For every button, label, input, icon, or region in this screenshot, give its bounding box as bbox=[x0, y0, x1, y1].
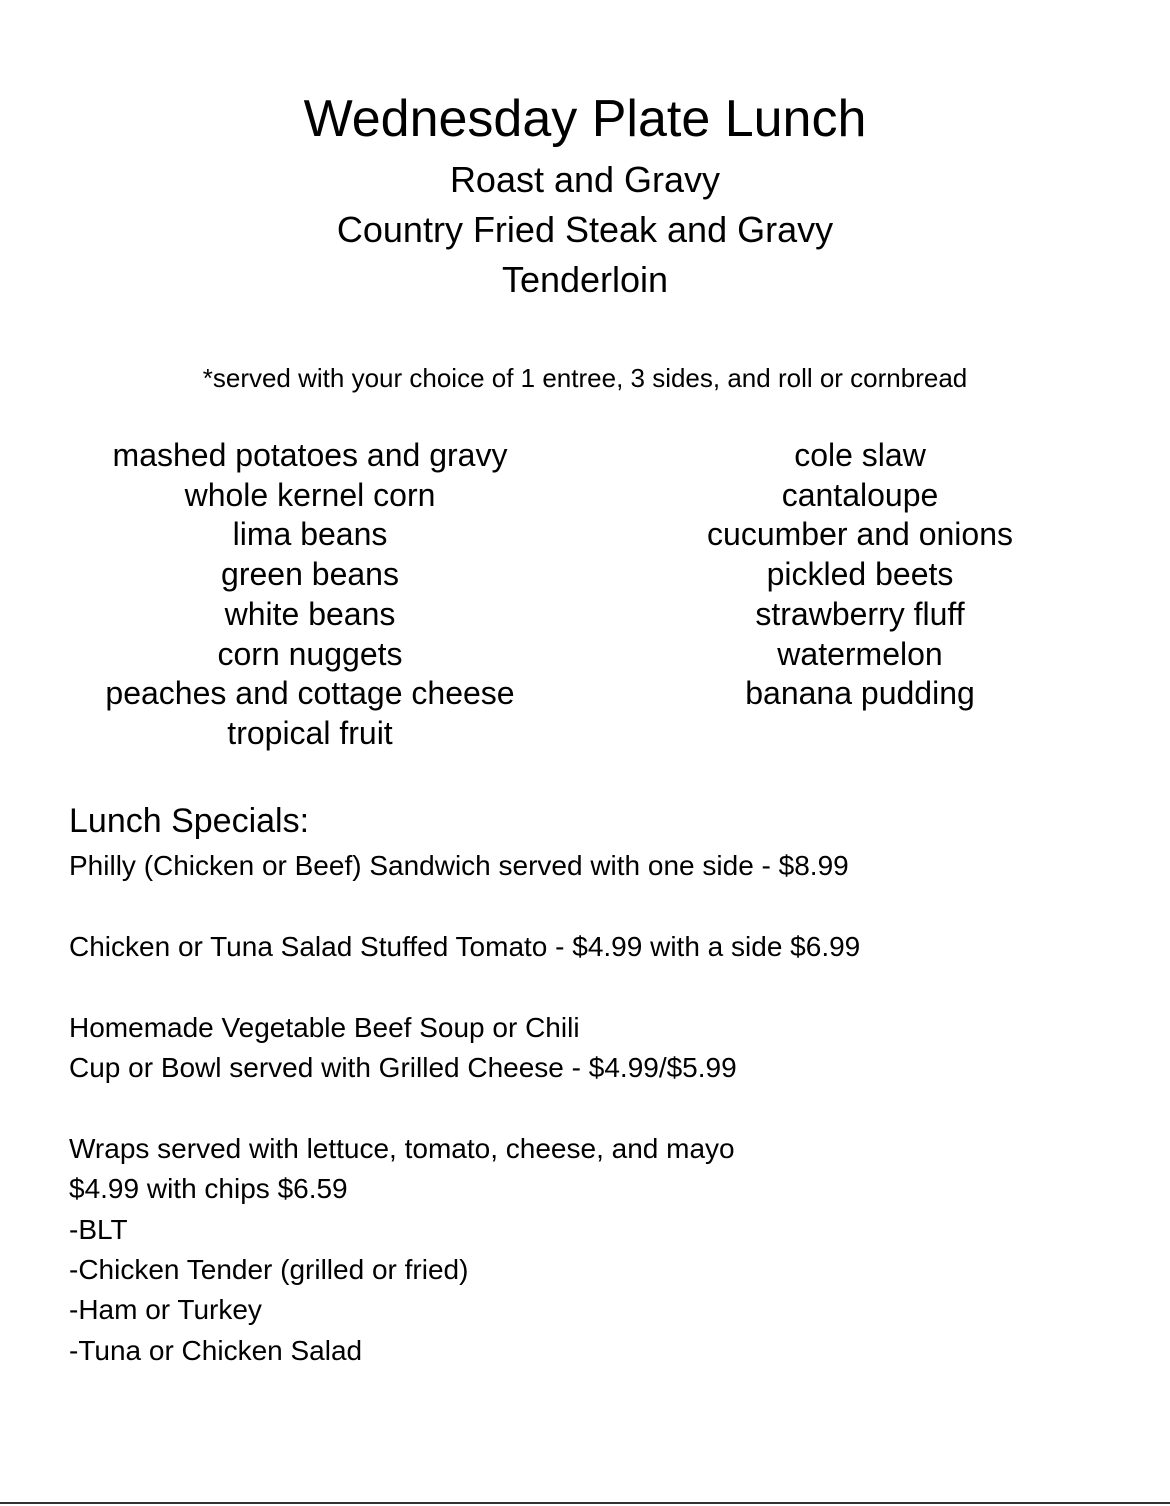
side-item: green beans bbox=[221, 556, 399, 593]
entree-item: Tenderloin bbox=[501, 259, 669, 300]
entree-list bbox=[0, 155, 1170, 305]
side-item: mashed potatoes and gravy bbox=[112, 437, 508, 473]
special-line: Wraps served with lettuce, tomato, cheese, and mayo bbox=[69, 1132, 735, 1164]
entree-item: Country Fried Steak and Gravy bbox=[336, 209, 834, 250]
entree-item: Roast and Gravy bbox=[449, 159, 721, 200]
special-line: Chicken or Tuna Salad Stuffed Tomato - $4.99 with a side $6.99 bbox=[69, 930, 861, 962]
lunch-specials-heading: Lunch Specials: bbox=[69, 802, 310, 840]
special-line: Philly (Chicken or Beef) Sandwich served with one side - $8.99 bbox=[69, 850, 849, 881]
sides-list-right bbox=[620, 436, 1100, 714]
special-item-stuffed-tomato bbox=[69, 927, 1129, 967]
served-with-note: *served with your choice of 1 entree, 3 sides, and roll or cornbread bbox=[202, 363, 968, 393]
side-item: cucumber and onions bbox=[707, 516, 1013, 553]
special-item-wraps bbox=[69, 1129, 1129, 1371]
side-item: banana pudding bbox=[745, 675, 975, 712]
side-item: pickled beets bbox=[766, 556, 954, 593]
side-item: cantaloupe bbox=[781, 476, 939, 513]
side-item: strawberry fluff bbox=[755, 595, 965, 632]
page-title: Wednesday Plate Lunch bbox=[303, 90, 867, 148]
side-item: cole slaw bbox=[794, 437, 926, 473]
lunch-specials-list bbox=[69, 846, 1129, 1412]
wrap-option: -Ham or Turkey bbox=[69, 1294, 262, 1326]
side-item: corn nuggets bbox=[217, 635, 403, 672]
sides-list-left bbox=[60, 436, 560, 754]
wrap-option: -BLT bbox=[69, 1213, 128, 1245]
side-item: peaches and cottage cheese bbox=[105, 675, 515, 712]
wrap-option: -Tuna or Chicken Salad bbox=[69, 1334, 363, 1366]
side-item: tropical fruit bbox=[227, 714, 393, 751]
special-item-soup bbox=[69, 1008, 1129, 1089]
side-item: whole kernel corn bbox=[184, 476, 436, 513]
side-item: white beans bbox=[224, 595, 396, 632]
side-item: watermelon bbox=[777, 635, 943, 672]
special-line: Cup or Bowl served with Grilled Cheese - $4.99/$5.99 bbox=[69, 1052, 737, 1083]
special-item-philly bbox=[69, 846, 1129, 886]
wrap-option: -Chicken Tender (grilled or fried) bbox=[69, 1254, 469, 1286]
bottom-divider bbox=[0, 1502, 1170, 1504]
special-line: Homemade Vegetable Beef Soup or Chili bbox=[69, 1011, 580, 1043]
side-item: lima beans bbox=[232, 516, 388, 553]
special-line: $4.99 with chips $6.59 bbox=[69, 1173, 348, 1205]
